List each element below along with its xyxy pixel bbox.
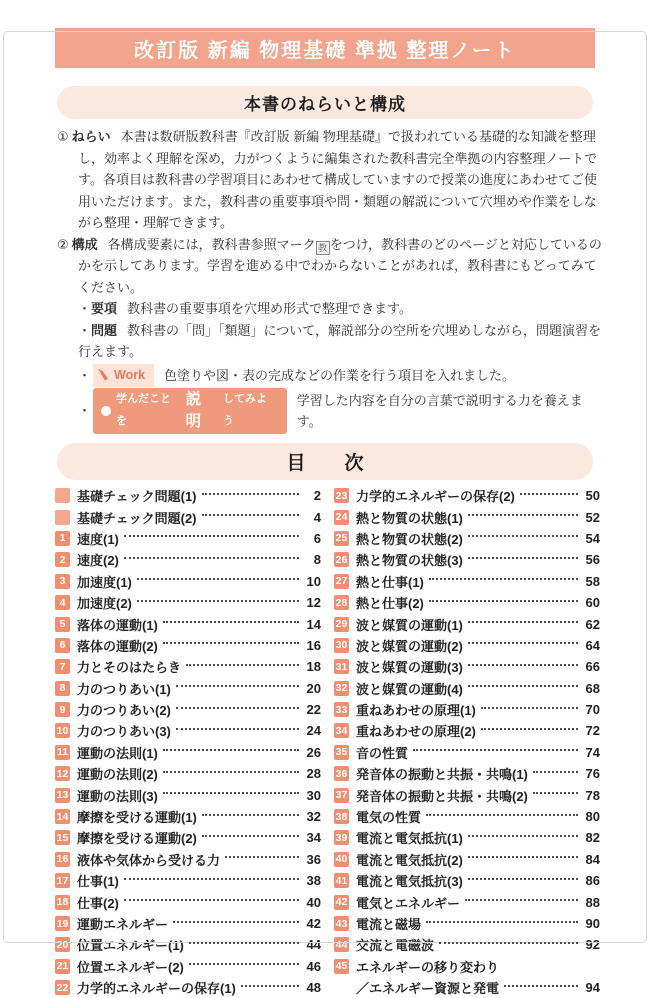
toc-entry-page: 88 (585, 894, 600, 910)
dot-leader (176, 707, 299, 709)
toc-entry-page: 70 (585, 702, 600, 718)
dot-leader (189, 942, 299, 944)
toc-entry (334, 678, 600, 699)
toc-entry (334, 827, 600, 848)
dot-leader (468, 535, 578, 537)
dot-leader (468, 557, 578, 559)
dot-leader (413, 749, 578, 751)
dot-leader (468, 642, 578, 644)
toc-entry-page: 64 (585, 637, 600, 653)
toc-entry (334, 506, 600, 527)
toc-entry-title: 運動の法則(1) (77, 745, 158, 761)
dot-leader (468, 621, 578, 623)
toc-entry-page: 94 (585, 980, 600, 996)
mondai-label: 問題 (91, 322, 118, 338)
bullet: ・ (78, 367, 92, 383)
toc-entry (334, 485, 600, 506)
dot-leader (163, 771, 299, 773)
dot-leader (468, 835, 578, 837)
toc-entry-page: 66 (585, 659, 600, 675)
aims-label: ねらい (71, 129, 111, 144)
dot-leader (429, 578, 578, 580)
toc-entry (334, 720, 600, 741)
toc-entry (334, 656, 600, 677)
toc-entry-title: 熱と仕事(1) (356, 574, 424, 590)
toc-entry-title: 波と媒質の運動(1) (356, 617, 463, 633)
chapter-number-badge: 19 (56, 917, 69, 930)
youkou-text: 教科書の重要事項を穴埋め形式で整理できます。 (127, 301, 412, 316)
dot-leader (533, 792, 578, 794)
toc-entry-page: 4 (313, 509, 321, 525)
dot-leader (504, 985, 578, 987)
bullet: ・ (78, 403, 92, 419)
book-title: 改訂版 新編 物理基礎 準拠 整理ノート (134, 39, 516, 62)
aims-text: 本書は数研版教科書『改訂版 新編 物理基礎』で扱われている基礎的な知識を整理し，効率よく理解を深め，力がつくように編集された教科書完全準拠の内容整理ノートです。各項目は教科書の学習項目にあわせて構成していますので授業の進度にあわせてご使用いただけます。また，教科書の重要事項や問・類題の解説について穴埋めや作業をしながら整理・理解できます。 (78, 129, 598, 230)
dot-leader (202, 814, 299, 816)
item-number: ① (57, 129, 69, 144)
toc-entry-page: 82 (585, 830, 600, 846)
chapter-number-badge: 30 (335, 639, 348, 652)
chapter-number-badge (55, 510, 70, 525)
toc-entry (334, 613, 600, 634)
chapter-number-badge: 22 (56, 981, 69, 994)
explain-badge (93, 388, 287, 434)
toc-entry-title: 重ねあわせの原理(1) (356, 703, 476, 719)
chapter-number-badge: 13 (56, 789, 69, 802)
dot-leader (163, 642, 299, 644)
intro-section (57, 126, 602, 434)
toc-entry-title: 電流と電気抵抗(1) (356, 831, 463, 847)
dot-leader (426, 814, 578, 816)
toc-entry (334, 592, 600, 613)
toc-entry (334, 635, 600, 656)
toc-entry (334, 784, 600, 805)
toc-entry-title: 電気の性質 (356, 810, 422, 826)
dot-leader (124, 878, 299, 880)
toc-entry (334, 956, 600, 977)
toc-entry-page: 86 (585, 873, 600, 889)
toc-entry-title: 音の性質 (356, 745, 409, 761)
textbook-reference-icon: 教 (316, 241, 330, 255)
toc-entry-page: 68 (585, 680, 600, 696)
toc-entry-title: 摩擦を受ける運動(1) (77, 810, 197, 826)
chapter-number-badge: 12 (56, 767, 69, 780)
chapter-number-badge: 10 (56, 724, 69, 737)
toc-entry-page: 54 (585, 530, 600, 546)
toc-entry (334, 763, 600, 784)
toc-entry (334, 870, 600, 891)
toc-entry-page: 26 (306, 744, 321, 760)
aims-heading-text: 本書のねらいと構成 (244, 95, 406, 114)
item-number: ② (57, 236, 69, 252)
toc-entry (55, 742, 321, 763)
chapter-number-badge: 4 (55, 595, 70, 610)
chapter-number-badge: 34 (335, 724, 348, 737)
toc-entry-page: 10 (306, 573, 321, 589)
dot-leader (186, 664, 299, 666)
chapter-number-badge: 33 (335, 703, 348, 716)
chapter-number-badge: 44 (335, 938, 348, 951)
toc-entry-page: 44 (306, 937, 321, 953)
toc-entry-page: 8 (313, 552, 321, 568)
toc-entry-title: 力のつりあい(2) (77, 703, 171, 719)
toc (55, 485, 600, 998)
toc-entry-page: 24 (306, 723, 321, 739)
structure-paragraph (57, 234, 602, 299)
chapter-number-badge: 8 (55, 681, 70, 696)
toc-entry-page: 50 (585, 488, 600, 504)
toc-entry (334, 849, 600, 870)
toc-entry-page: 62 (585, 616, 600, 632)
dot-leader (468, 514, 578, 516)
toc-entry-title: 力学的エネルギーの保存(2) (356, 489, 515, 505)
toc-entry-page: 28 (306, 766, 321, 782)
sub-item-work (78, 364, 602, 388)
toc-entry-page: 78 (585, 787, 600, 803)
toc-heading (57, 443, 593, 480)
toc-entry-page: 30 (306, 787, 321, 803)
toc-entry-page: 84 (585, 851, 600, 867)
chapter-number-badge: 28 (335, 596, 348, 609)
toc-entry (55, 635, 321, 656)
dot-leader (481, 728, 578, 730)
toc-entry-page: 20 (306, 680, 321, 696)
dot-leader (468, 856, 578, 858)
work-badge-label: Work (114, 367, 146, 382)
chapter-number-badge: 26 (335, 553, 348, 566)
explain-badge-suffix: してみよう (222, 393, 267, 427)
toc-entry (334, 913, 600, 934)
chapter-number-badge: 31 (335, 660, 348, 673)
work-text: 色塗りや図・表の完成などの作業を行う項目を入れました。 (164, 367, 516, 383)
toc-entry (55, 870, 321, 891)
chapter-number-badge: 11 (56, 746, 69, 759)
toc-entry-title: 位置エネルギー(2) (77, 959, 184, 975)
chapter-number-badge: 37 (335, 789, 348, 802)
sub-item-youkou (78, 298, 602, 320)
toc-entry (55, 571, 321, 592)
chapter-number-badge: 36 (335, 767, 348, 780)
toc-entry-page: 14 (306, 616, 321, 632)
toc-entry-title: 摩擦を受ける運動(2) (77, 831, 197, 847)
youkou-label: 要項 (91, 301, 118, 316)
toc-entry-page: 16 (306, 637, 321, 653)
explain-text: 学習した内容を自分の言葉で説明する力を養えます。 (296, 392, 583, 429)
dot-leader (465, 899, 578, 901)
toc-entry-page: 18 (306, 659, 321, 675)
dot-leader (163, 621, 299, 623)
chapter-number-badge: 38 (335, 810, 348, 823)
toc-entry-title: 加速度(1) (77, 574, 132, 590)
toc-entry (55, 934, 321, 955)
toc-entry-title: 波と媒質の運動(3) (356, 660, 463, 676)
chapter-number-badge: 1 (55, 531, 70, 546)
toc-entry-title: 波と媒質の運動(4) (356, 681, 463, 697)
circle-icon (101, 406, 111, 416)
dot-leader (124, 557, 299, 559)
chapter-number-badge: 20 (56, 938, 69, 951)
toc-entry-page: 60 (585, 595, 600, 611)
dot-leader (202, 493, 300, 495)
dot-leader (124, 899, 299, 901)
toc-entry-title: 熱と物質の状態(3) (356, 553, 463, 569)
dot-leader (426, 921, 578, 923)
toc-entry (334, 528, 600, 549)
dot-leader (173, 921, 299, 923)
dot-leader (137, 600, 299, 602)
toc-entry (334, 699, 600, 720)
page (0, 28, 650, 998)
chapter-number-badge: 16 (56, 853, 69, 866)
toc-heading-text: 目 次 (286, 453, 374, 474)
toc-entry-title: 速度(1) (77, 531, 119, 547)
chapter-number-badge: 42 (335, 896, 348, 909)
dot-leader (520, 493, 578, 495)
toc-entry (334, 934, 600, 955)
toc-entry-page: 74 (585, 744, 600, 760)
toc-entry-title: 発音体の振動と共振・共鳴(2) (356, 788, 528, 804)
toc-entry-page: 76 (585, 766, 600, 782)
toc-entry (334, 742, 600, 763)
toc-entry-page: 2 (313, 488, 321, 504)
book-title-banner (55, 28, 595, 68)
toc-entry (55, 806, 321, 827)
toc-entry-title: 落体の運動(1) (77, 617, 158, 633)
chapter-number-badge: 2 (55, 552, 70, 567)
toc-entry-page: 38 (306, 873, 321, 889)
toc-entry-continuation (334, 977, 600, 998)
toc-entry-title: 力のつりあい(1) (77, 681, 171, 697)
toc-entry-title: 落体の運動(2) (77, 638, 158, 654)
toc-left-column (55, 485, 321, 998)
toc-entry-title: 交流と電磁波 (356, 938, 435, 954)
toc-entry (55, 891, 321, 912)
toc-entry (55, 763, 321, 784)
toc-entry-page: 6 (313, 530, 321, 546)
chapter-number-badge: 24 (335, 511, 348, 524)
toc-entry-title: 電流と磁場 (356, 917, 422, 932)
toc-entry (55, 956, 321, 977)
toc-entry-title: 電流と電気抵抗(3) (356, 874, 463, 890)
toc-entry-title: 基礎チェック問題(1) (77, 489, 197, 505)
dot-leader (189, 963, 299, 965)
toc-entry-page: 92 (585, 937, 600, 953)
toc-entry-page: 36 (306, 851, 321, 867)
chapter-number-badge: 7 (55, 659, 70, 674)
bullet: ・ (78, 322, 92, 338)
toc-entry (55, 913, 321, 934)
dot-leader (481, 707, 578, 709)
toc-entry-page: 42 (306, 916, 321, 931)
toc-entry-title: 力とそのはたらき (77, 660, 182, 676)
toc-entry-title: 電気とエネルギー (356, 895, 461, 911)
toc-entry-title: 運動の法則(2) (77, 767, 158, 783)
structure-label: 構成 (71, 236, 98, 252)
toc-entry-title: 熱と仕事(2) (356, 596, 424, 612)
toc-entry-title: 位置エネルギー(1) (77, 938, 184, 954)
toc-entry (55, 678, 321, 699)
toc-entry (55, 977, 321, 998)
chapter-number-badge: 40 (335, 853, 348, 866)
chapter-number-badge: 32 (335, 682, 348, 695)
chapter-number-badge: 25 (335, 532, 348, 545)
toc-entry-page: 34 (306, 830, 321, 846)
chapter-number-badge (55, 488, 70, 503)
chapter-number-badge: 35 (335, 746, 348, 759)
toc-entry-page: 58 (585, 573, 600, 589)
chapter-number-badge: 41 (335, 874, 348, 887)
chapter-number-badge: 5 (55, 617, 70, 632)
dot-leader (439, 942, 578, 944)
pencil-icon (96, 368, 110, 382)
aims-paragraph (57, 126, 602, 234)
toc-entry (334, 549, 600, 570)
dot-leader (429, 600, 578, 602)
toc-entry (55, 720, 321, 741)
toc-entry (55, 699, 321, 720)
toc-entry (55, 784, 321, 805)
toc-entry (334, 806, 600, 827)
toc-entry-title: 力のつりあい(3) (77, 724, 171, 740)
toc-entry (55, 528, 321, 549)
toc-entry-title: 仕事(1) (77, 874, 119, 890)
chapter-number-badge: 43 (335, 917, 348, 930)
dot-leader (468, 664, 578, 666)
toc-entry-title: 運動エネルギー (77, 917, 169, 932)
aims-section-heading (57, 86, 593, 119)
chapter-number-badge: 27 (335, 575, 348, 588)
toc-entry-title: 重ねあわせの原理(2) (356, 724, 476, 740)
toc-entry-page: 80 (585, 809, 600, 825)
dot-leader (176, 728, 299, 730)
toc-entry-title: 仕事(2) (77, 895, 119, 911)
chapter-number-badge: 21 (56, 960, 69, 973)
toc-entry-title: 熱と物質の状態(2) (356, 531, 463, 547)
dot-leader (163, 792, 299, 794)
chapter-number-badge: 15 (56, 831, 69, 844)
chapter-number-badge: 45 (335, 960, 348, 973)
toc-entry (334, 571, 600, 592)
toc-entry-page: 56 (585, 552, 600, 568)
dot-leader (176, 685, 299, 687)
dot-leader (468, 878, 578, 880)
toc-entry-title: 速度(2) (77, 553, 119, 569)
structure-text-2: をつけ，教科書のどのページと対応しているのかを示してあります。学習を進める中でわからないことがあれば，教科書にもどってみてください。 (78, 236, 602, 295)
sub-item-explain (78, 388, 602, 434)
chapter-number-badge: 3 (55, 574, 70, 589)
sub-item-mondai (78, 320, 602, 363)
toc-entry (55, 549, 321, 570)
toc-entry-title: ／エネルギー資源と発電 (356, 981, 500, 997)
chapter-number-badge: 29 (335, 618, 348, 631)
toc-entry-title: エネルギーの移り変わり (356, 959, 500, 975)
toc-right-column (334, 485, 600, 998)
toc-entry-title: 電流と電気抵抗(2) (356, 852, 463, 868)
toc-entry-title: 基礎チェック問題(2) (77, 510, 197, 526)
toc-entry-page: 32 (306, 809, 321, 825)
toc-entry (55, 827, 321, 848)
chapter-number-badge: 23 (335, 489, 348, 502)
dot-leader (225, 856, 299, 858)
toc-entry-title: 運動の法則(3) (77, 788, 158, 804)
toc-entry (55, 506, 321, 527)
structure-text-1: 各構成要素には，教科書参照マーク (107, 236, 316, 252)
work-badge (93, 364, 154, 388)
toc-entry (55, 613, 321, 634)
mondai-text: 教科書の「問」「類題」について，解説部分の空所を穴埋めしながら，問題演習を行えます。 (78, 322, 602, 359)
dot-leader (137, 578, 299, 580)
toc-entry-page: 90 (585, 916, 600, 931)
bullet: ・ (78, 301, 92, 316)
toc-entry-page: 46 (306, 958, 321, 974)
toc-entry-page: 22 (306, 702, 321, 718)
dot-leader (202, 514, 300, 516)
dot-leader (241, 985, 299, 987)
toc-entry-title: 加速度(2) (77, 596, 132, 612)
toc-entry (334, 891, 600, 912)
dot-leader (468, 685, 578, 687)
toc-entry-page: 72 (585, 723, 600, 739)
toc-entry-title: 力学的エネルギーの保存(1) (77, 981, 236, 997)
toc-entry-page: 48 (306, 980, 321, 996)
toc-entry-page: 52 (585, 509, 600, 525)
toc-entry (55, 849, 321, 870)
chapter-number-badge: 18 (56, 896, 69, 909)
chapter-number-badge: 6 (55, 638, 70, 653)
toc-entry-page: 40 (306, 894, 321, 910)
toc-entry-title: 波と媒質の運動(2) (356, 638, 463, 654)
chapter-number-badge: 14 (56, 810, 69, 823)
toc-entry-title: 熱と物質の状態(1) (356, 510, 463, 526)
explain-badge-emphasis: 説明 (185, 391, 203, 430)
dot-leader (163, 749, 299, 751)
toc-entry-page: 12 (306, 595, 321, 611)
chapter-number-badge: 9 (55, 702, 70, 717)
dot-leader (124, 535, 299, 537)
toc-entry-title: 液体や気体から受ける力 (77, 852, 221, 868)
toc-entry-title: 発音体の振動と共振・共鳴(1) (356, 767, 528, 783)
explain-badge-prefix: 学んだことを (116, 393, 172, 427)
chapter-number-badge: 39 (335, 831, 348, 844)
chapter-number-badge: 17 (56, 874, 69, 887)
toc-entry (55, 485, 321, 506)
toc-entry (55, 592, 321, 613)
dot-leader (202, 835, 299, 837)
dot-leader (533, 771, 578, 773)
toc-entry (55, 656, 321, 677)
